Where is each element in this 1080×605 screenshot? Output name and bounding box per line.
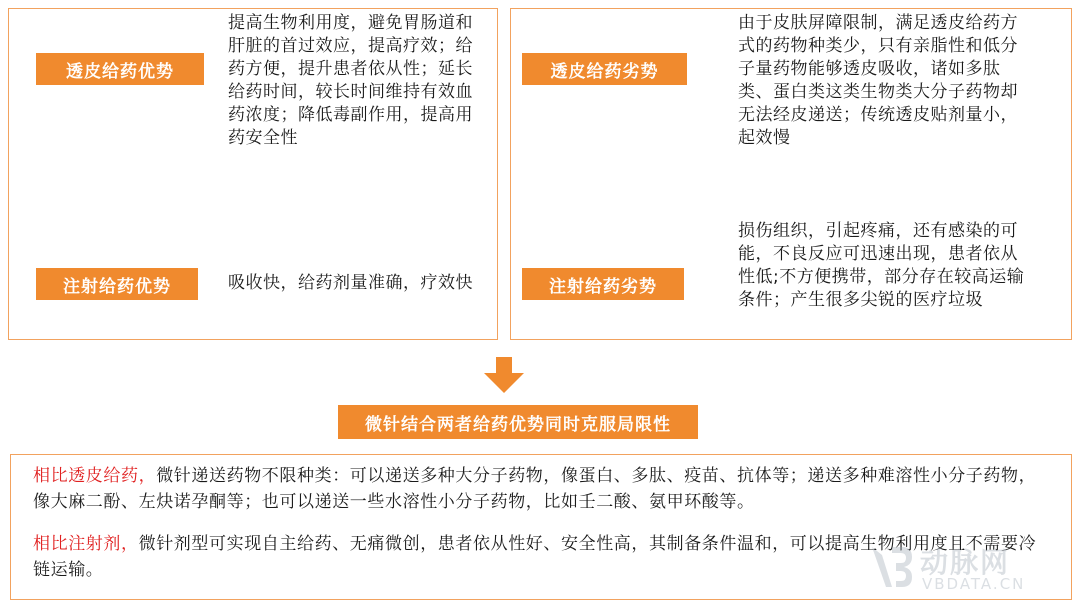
- watermark-cn: 动脉网: [920, 546, 1011, 579]
- vbdata-logo-icon: [868, 543, 914, 591]
- transdermal-advantage-label: 透皮给药优势: [36, 53, 204, 85]
- comparison-injection-lead: 相比注射剂，: [33, 534, 139, 554]
- comparison-transdermal-lead: 相比透皮给药，: [33, 466, 157, 486]
- comparison-injection-text: 微针剂型可实现自主给药、无痛微创，患者依从性好、安全性高，其制备条件温和，可以提高生物利用度且不需要冷链运输。: [33, 534, 1037, 580]
- injection-disadvantage-text: 损伤组织，引起疼痛，还有感染的可能，不良反应可迅速出现，患者依从性低;不方便携带，部分存在较高运输条件；产生很多尖锐的医疗垃圾: [738, 221, 1025, 310]
- injection-disadvantage-label: 注射给药劣势: [522, 268, 684, 300]
- transdermal-disadvantage-label: 透皮给药劣势: [522, 53, 687, 85]
- comparison-transdermal: [33, 463, 1049, 515]
- watermark-en: VBDATA.CN: [922, 575, 1026, 593]
- injection-advantage-label: 注射给药优势: [36, 268, 198, 300]
- transdermal-disadvantage-text: 由于皮肤屏障限制，满足透皮给药方式的药物种类少，只有亲脂性和低分子量药物能够透皮吸收，诸如多肽类、蛋白类这类生物类大分子药物却无法经皮递送；传统透皮贴剂量小，起效慢: [738, 13, 1018, 148]
- transdermal-advantage-text: 提高生物利用度，避免胃肠道和肝脏的首过效应，提高疗效；给药方便，提升患者依从性；延长给药时间，较长时间维持有效血药浓度；降低毒副作用，提高用药安全性: [228, 13, 473, 148]
- vbdata-watermark: [868, 541, 1068, 597]
- comparison-transdermal-text: 微针递送药物不限种类：可以递送多种大分子药物，像蛋白、多肽、疫苗、抗体等；递送多种难溶性小分子药物，像大麻二酚、左炔诺孕酮等；也可以递送一些水溶性小分子药物，比如壬二酸、氨甲环酸等。: [33, 466, 1037, 512]
- down-arrow-icon: [484, 357, 524, 393]
- conclusion-banner: 微针结合两者给药优势同时克服局限性: [338, 405, 698, 439]
- injection-advantage-text: 吸收快，给药剂量准确，疗效快: [228, 273, 473, 293]
